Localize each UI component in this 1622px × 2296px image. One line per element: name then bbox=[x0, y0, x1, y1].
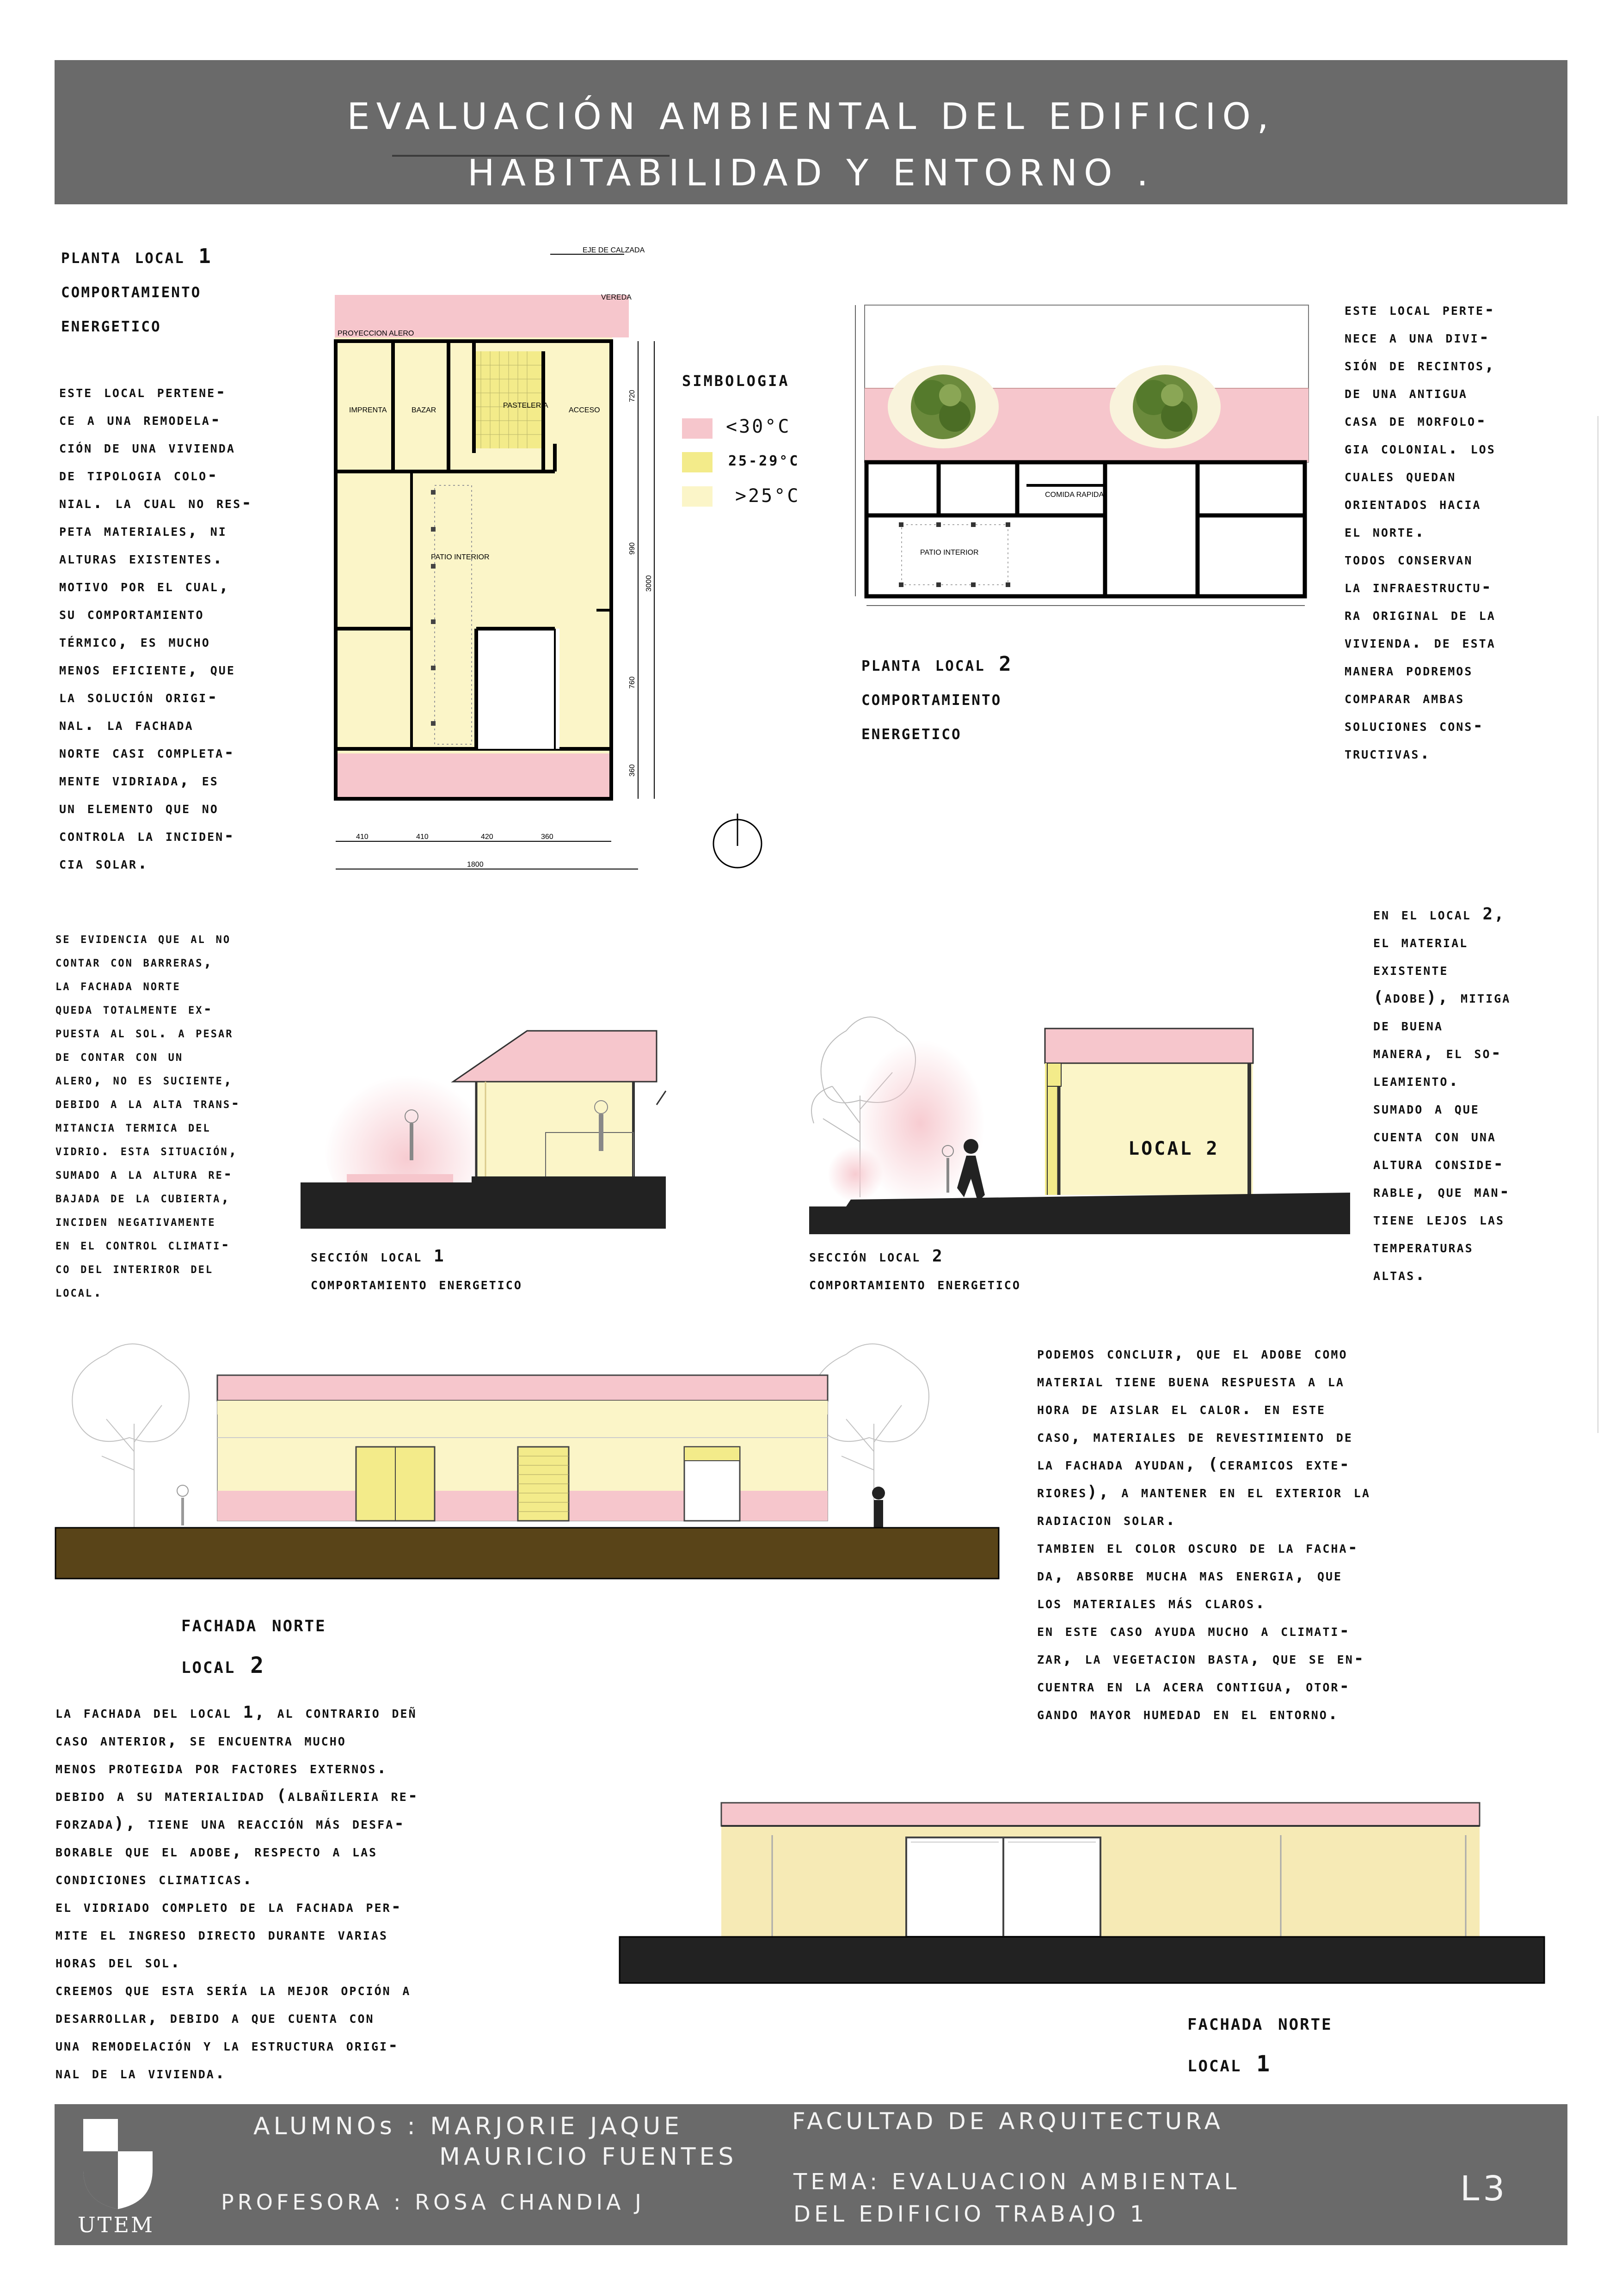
plan1-dim-v-3: 360 bbox=[628, 764, 636, 777]
plan1-eje-label: EJE DE CALZADA bbox=[583, 246, 645, 254]
facade1-caption: fachada norte local 1 bbox=[1187, 2009, 1333, 2077]
sheet-number: L3 bbox=[1460, 2169, 1509, 2209]
plan2-text: este local perte- nece a una divi- sión de recintos, de una antigua casa de morfolo- gia colonial. los cuales quedan orientados hacia el norte. todos conservan la infraestructu- ra original de la vivienda. de esta manera podremos comparar ambas soluciones cons- tructivas. bbox=[1345, 300, 1496, 763]
legend-label-2: >25°C bbox=[735, 485, 800, 507]
facade2-drawing bbox=[46, 1331, 1008, 1590]
plan1-imprenta-label: IMPRENTA bbox=[349, 406, 387, 414]
plan2-drawing bbox=[846, 277, 1313, 610]
plan1-proyeccion-label: PROYECCION ALERO bbox=[338, 330, 414, 337]
plan2-tree-left bbox=[888, 365, 999, 448]
plan1-patio-label: PATIO INTERIOR bbox=[431, 553, 490, 561]
plan1-text: este local pertene- ce a una remodela- ción de una vivienda de tipologia colo- nial. la cual no res- peta materiales, ni alturas existentes. motivo por el cual, su comportamiento térmico, es mucho menos eficiente, que la solución origi- nal. la fachada norte casi completa- mente vidriada, es un elemento que no controla la inciden- cia solar. bbox=[59, 382, 253, 873]
plan2-heading: planta local 2 comportamiento energetico bbox=[861, 652, 1013, 744]
footer-alumno2: MAURICIO FUENTES bbox=[439, 2143, 737, 2171]
plan1-dim-v-1: 990 bbox=[628, 542, 636, 555]
footer-profesora: PROFESORA : ROSA CHANDIA J bbox=[221, 2190, 645, 2215]
footer-alumnos: ALUMNOs : MARJORIE JAQUE bbox=[253, 2112, 683, 2140]
section1-drawing bbox=[301, 998, 680, 1234]
legend-swatch-0 bbox=[682, 418, 713, 439]
section1-text: se evidencia que al no contar con barreras, la fachada norte queda totalmente ex- puesta al sol. a pesar de contar con un alero, no es suciente, debido a la alta trans- mitancia termica del vidrio. esta situación, sumado a la altura re- bajada de la cubierta, inciden negativamente en el control climati- co del interiror del local. bbox=[55, 930, 241, 1300]
facade1-drawing bbox=[615, 1784, 1549, 1992]
utem-logo-text: UTEM bbox=[78, 2212, 155, 2237]
section2-label: LOCAL 2 bbox=[1128, 1138, 1219, 1159]
section2-text: en el local 2, el material existente (adobe), mitiga de buena manera, el so- leamiento. sumado a que cuenta con una altura conside- rable, que man- tiene lejos las temperaturas altas. bbox=[1373, 905, 1511, 1284]
plan1-heading: planta local 1 comportamiento energetico bbox=[61, 245, 212, 337]
section2-caption: sección local 2 comportamiento energetico bbox=[809, 1247, 1021, 1293]
facade2-tree-right bbox=[812, 1344, 929, 1530]
legend-label-1: 25-29°C bbox=[728, 453, 800, 469]
plan1-vereda-label: VEREDA bbox=[601, 294, 632, 301]
header-bar bbox=[55, 60, 1567, 204]
plan1-bazar-label: BAZAR bbox=[412, 406, 436, 414]
legend-swatch-1 bbox=[682, 452, 713, 472]
plan2-comida-label: COMIDA RAPIDA bbox=[1045, 491, 1104, 499]
footer-tema-1: TEMA: EVALUACION AMBIENTAL bbox=[793, 2169, 1241, 2195]
plan1-dim-h-3: 360 bbox=[541, 833, 553, 841]
title-line-2: HABITABILIDAD Y ENTORNO . bbox=[467, 153, 1155, 194]
plan2-tree-right bbox=[1110, 365, 1221, 448]
plan1-dim-v-0: 720 bbox=[628, 390, 636, 402]
footer-tema-2: DEL EDIFICIO TRABAJO 1 bbox=[793, 2201, 1148, 2227]
facade2-tree-left bbox=[72, 1344, 189, 1530]
legend-swatch-2 bbox=[682, 486, 713, 507]
divider-line bbox=[1597, 416, 1598, 1433]
conclusion-text: podemos concluir, que el adobe como material tiene buena respuesta a la hora de aislar el calor. en este caso, materiales de revestimiento de la fachada ayudan, (ceramicos exte- riores), a mantener en el exterior la radiacion solar. tambien el color oscuro de la facha- da, absorbe mucha mas energia, que los materiales más claros. en este caso ayuda mucho a climati- zar, la vegetacion basta, que se en- cuentra en la acera contigua, otor- gando mayor humedad en el entorno. bbox=[1037, 1344, 1370, 1723]
facade2-caption: fachada norte local 2 bbox=[181, 1611, 326, 1678]
plan1-dim-h-2: 420 bbox=[481, 833, 493, 841]
north-arrow-icon bbox=[710, 814, 765, 869]
section1-caption: sección local 1 comportamiento energetico bbox=[311, 1247, 522, 1293]
utem-logo-icon bbox=[79, 2114, 157, 2211]
plan1-drawing bbox=[324, 240, 675, 906]
plan1-dim-v-total: 3000 bbox=[645, 575, 653, 592]
plan1-dim-total: 1800 bbox=[467, 861, 484, 869]
legend-label-0: <30°C bbox=[726, 416, 791, 437]
plan2-patio-label: PATIO INTERIOR bbox=[920, 549, 979, 557]
facade1-text: la fachada del local 1, al contrario deñ caso anterior, se encuentra mucho menos protegida por factores externos. debido a su materialidad (albañileria re- forzada), tiene una reacción más desfa- borable que el adobe, respecto a las condiciones climaticas. el vidriado completo de la fachada per- mite el ingreso directo durante varias horas del sol. creemos que esta sería la mejor opción a desarrollar, debido a que cuenta con una remodelación y la estructura origi- nal de la vivienda. bbox=[55, 1703, 419, 2082]
plan1-dim-h-1: 410 bbox=[416, 833, 429, 841]
legend-title: SIMBOLOGIA bbox=[682, 372, 790, 390]
title-line-1: EVALUACIÓN AMBIENTAL DEL EDIFICIO, bbox=[347, 96, 1275, 138]
plan1-pasteleria-label: PASTELERIA bbox=[503, 402, 548, 410]
footer-bar bbox=[55, 2104, 1567, 2245]
plan1-acceso-label: ACCESO bbox=[569, 406, 600, 414]
section2-drawing bbox=[805, 1003, 1359, 1243]
footer-facultad: FACULTAD DE ARQUITECTURA bbox=[792, 2108, 1224, 2135]
plan1-dim-h-0: 410 bbox=[356, 833, 369, 841]
plan1-dim-v-2: 760 bbox=[628, 676, 636, 689]
